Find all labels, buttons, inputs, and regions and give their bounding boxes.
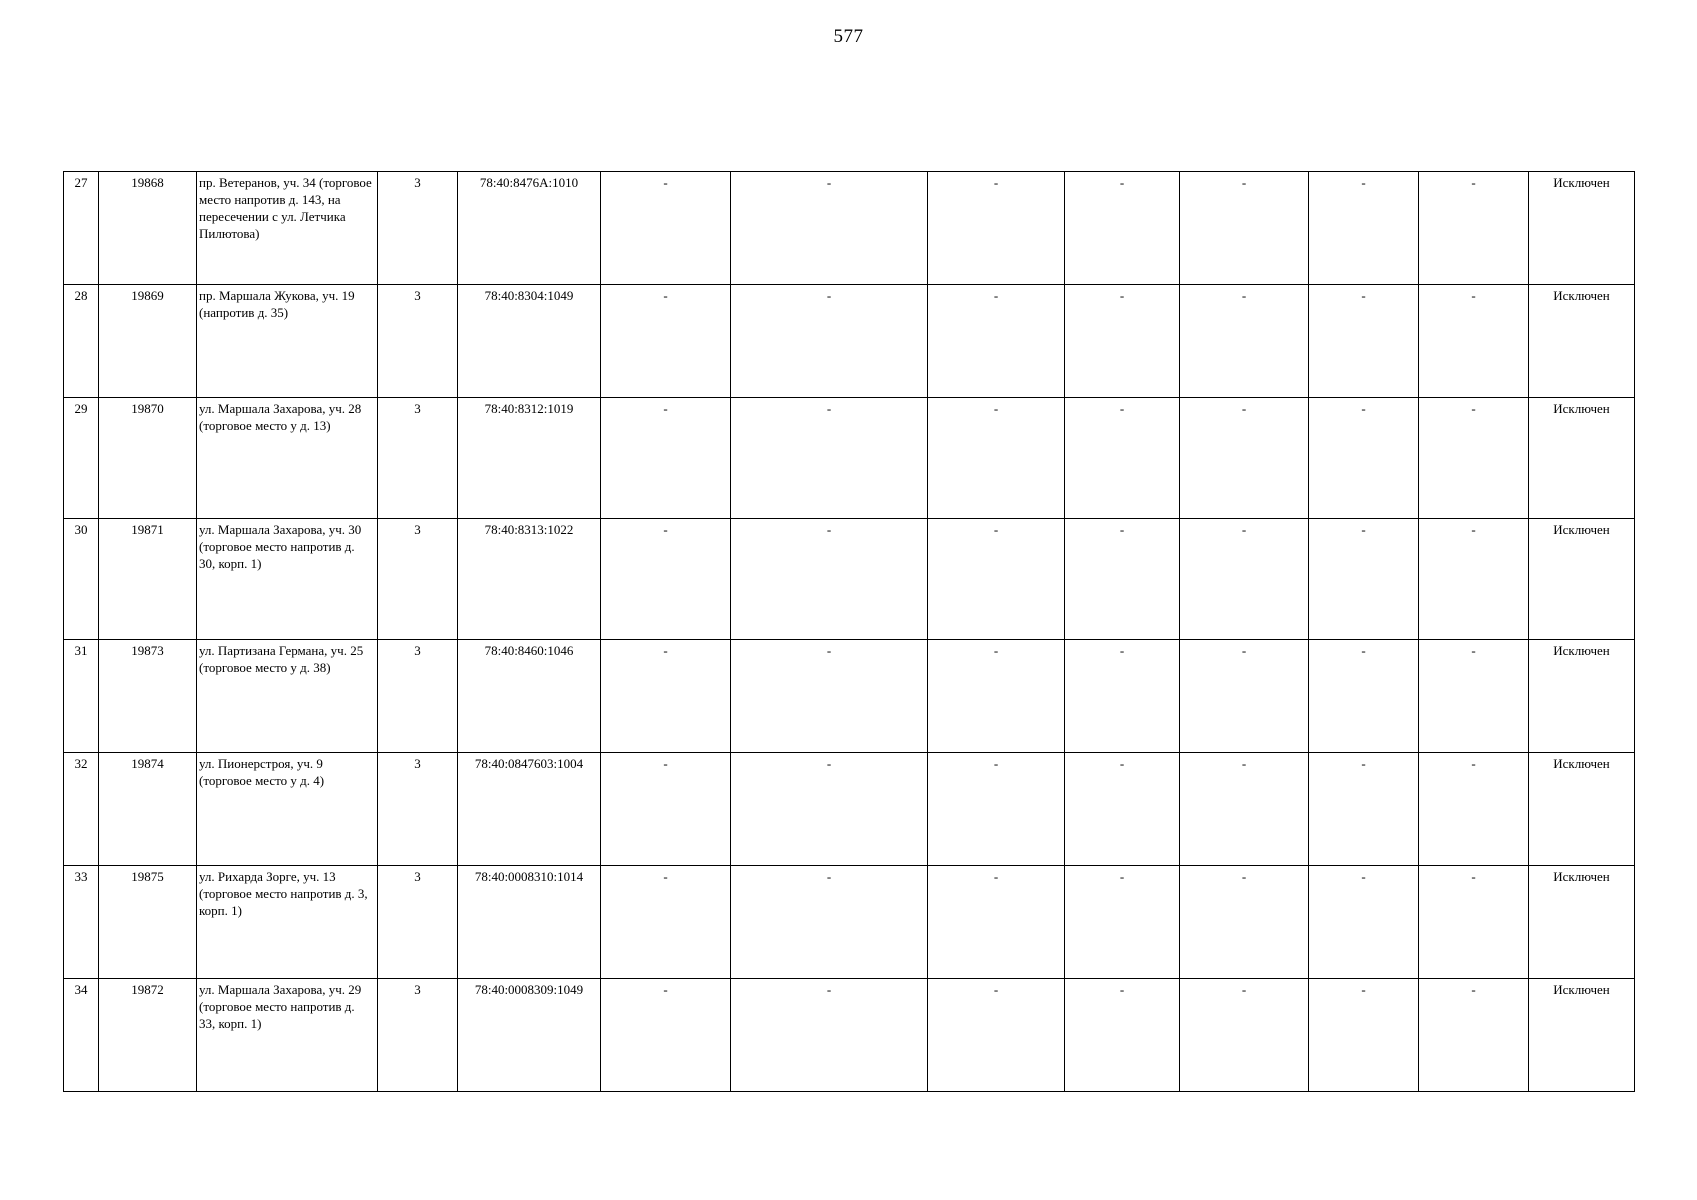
address: ул. Рихарда Зорге, уч. 13 (торговое место напротив д. 3, корп. 1): [197, 866, 378, 979]
address: ул. Маршала Захарова, уч. 30 (торговое место напротив д. 30, корп. 1): [197, 519, 378, 640]
cell-col10: -: [1180, 285, 1309, 398]
cell-col7: -: [731, 519, 928, 640]
row-number: 29: [64, 398, 99, 519]
page-number: 577: [833, 26, 864, 47]
cell-col12: -: [1419, 753, 1529, 866]
cell-col6: -: [601, 398, 731, 519]
address: ул. Пионерстроя, уч. 9 (торговое место у д. 4): [197, 753, 378, 866]
cell-col9: -: [1065, 979, 1180, 1092]
cell-col9: -: [1065, 640, 1180, 753]
object-type: 3: [378, 640, 458, 753]
status: Исключен: [1529, 640, 1635, 753]
cell-col12: -: [1419, 172, 1529, 285]
registry-table: [63, 171, 1635, 1092]
cell-col11: -: [1309, 753, 1419, 866]
object-id: 19869: [99, 285, 197, 398]
cell-col7: -: [731, 640, 928, 753]
cell-col11: -: [1309, 398, 1419, 519]
row-number: 31: [64, 640, 99, 753]
object-id: 19874: [99, 753, 197, 866]
table-row: [64, 285, 1635, 398]
cell-col11: -: [1309, 979, 1419, 1092]
cell-col6: -: [601, 866, 731, 979]
cadastral-number: 78:40:0008310:1014: [458, 866, 601, 979]
cadastral-number: 78:40:0008309:1049: [458, 979, 601, 1092]
cell-col8: -: [928, 172, 1065, 285]
cadastral-number: 78:40:8304:1049: [458, 285, 601, 398]
object-id: 19868: [99, 172, 197, 285]
cadastral-number: 78:40:0847603:1004: [458, 753, 601, 866]
object-type: 3: [378, 753, 458, 866]
cell-col7: -: [731, 979, 928, 1092]
cell-col12: -: [1419, 979, 1529, 1092]
cell-col10: -: [1180, 172, 1309, 285]
cadastral-number: 78:40:8312:1019: [458, 398, 601, 519]
cell-col6: -: [601, 640, 731, 753]
cell-col8: -: [928, 640, 1065, 753]
cell-col6: -: [601, 979, 731, 1092]
status: Исключен: [1529, 172, 1635, 285]
cell-col7: -: [731, 753, 928, 866]
object-id: 19873: [99, 640, 197, 753]
table-row: [64, 640, 1635, 753]
status: Исключен: [1529, 866, 1635, 979]
row-number: 32: [64, 753, 99, 866]
table-row: [64, 866, 1635, 979]
cell-col11: -: [1309, 172, 1419, 285]
cell-col11: -: [1309, 519, 1419, 640]
cell-col9: -: [1065, 753, 1180, 866]
cell-col12: -: [1419, 285, 1529, 398]
cell-col12: -: [1419, 398, 1529, 519]
object-type: 3: [378, 172, 458, 285]
cadastral-number: 78:40:8460:1046: [458, 640, 601, 753]
cell-col9: -: [1065, 866, 1180, 979]
cell-col8: -: [928, 519, 1065, 640]
table-row: [64, 979, 1635, 1092]
cell-col8: -: [928, 753, 1065, 866]
cell-col9: -: [1065, 398, 1180, 519]
object-id: 19870: [99, 398, 197, 519]
cell-col12: -: [1419, 866, 1529, 979]
status: Исключен: [1529, 753, 1635, 866]
cell-col8: -: [928, 866, 1065, 979]
address: пр. Ветеранов, уч. 34 (торговое место напротив д. 143, на пересечении с ул. Летчика Пилютова): [197, 172, 378, 285]
cadastral-number: 78:40:8313:1022: [458, 519, 601, 640]
row-number: 30: [64, 519, 99, 640]
cell-col9: -: [1065, 285, 1180, 398]
object-id: 19871: [99, 519, 197, 640]
row-number: 28: [64, 285, 99, 398]
object-type: 3: [378, 519, 458, 640]
cell-col10: -: [1180, 519, 1309, 640]
cell-col6: -: [601, 285, 731, 398]
cell-col6: -: [601, 519, 731, 640]
cell-col12: -: [1419, 640, 1529, 753]
cell-col11: -: [1309, 866, 1419, 979]
object-id: 19872: [99, 979, 197, 1092]
cell-col6: -: [601, 172, 731, 285]
cell-col6: -: [601, 753, 731, 866]
cell-col11: -: [1309, 640, 1419, 753]
table-row: [64, 172, 1635, 285]
row-number: 33: [64, 866, 99, 979]
cell-col8: -: [928, 285, 1065, 398]
cadastral-number: 78:40:8476А:1010: [458, 172, 601, 285]
cell-col8: -: [928, 398, 1065, 519]
status: Исключен: [1529, 398, 1635, 519]
object-type: 3: [378, 285, 458, 398]
object-type: 3: [378, 398, 458, 519]
cell-col9: -: [1065, 519, 1180, 640]
cell-col10: -: [1180, 979, 1309, 1092]
address: ул. Маршала Захарова, уч. 28 (торговое место у д. 13): [197, 398, 378, 519]
object-type: 3: [378, 979, 458, 1092]
cell-col12: -: [1419, 519, 1529, 640]
status: Исключен: [1529, 519, 1635, 640]
cell-col10: -: [1180, 753, 1309, 866]
cell-col7: -: [731, 285, 928, 398]
cell-col7: -: [731, 172, 928, 285]
cell-col10: -: [1180, 398, 1309, 519]
cell-col7: -: [731, 398, 928, 519]
table-row: [64, 519, 1635, 640]
status: Исключен: [1529, 285, 1635, 398]
table-row: [64, 753, 1635, 866]
cell-col9: -: [1065, 172, 1180, 285]
status: Исключен: [1529, 979, 1635, 1092]
cell-col10: -: [1180, 640, 1309, 753]
cell-col7: -: [731, 866, 928, 979]
cell-col11: -: [1309, 285, 1419, 398]
address: ул. Партизана Германа, уч. 25 (торговое место у д. 38): [197, 640, 378, 753]
object-type: 3: [378, 866, 458, 979]
object-id: 19875: [99, 866, 197, 979]
address: пр. Маршала Жукова, уч. 19 (напротив д. 35): [197, 285, 378, 398]
row-number: 34: [64, 979, 99, 1092]
table-row: [64, 398, 1635, 519]
cell-col10: -: [1180, 866, 1309, 979]
cell-col8: -: [928, 979, 1065, 1092]
row-number: 27: [64, 172, 99, 285]
address: ул. Маршала Захарова, уч. 29 (торговое место напротив д. 33, корп. 1): [197, 979, 378, 1092]
